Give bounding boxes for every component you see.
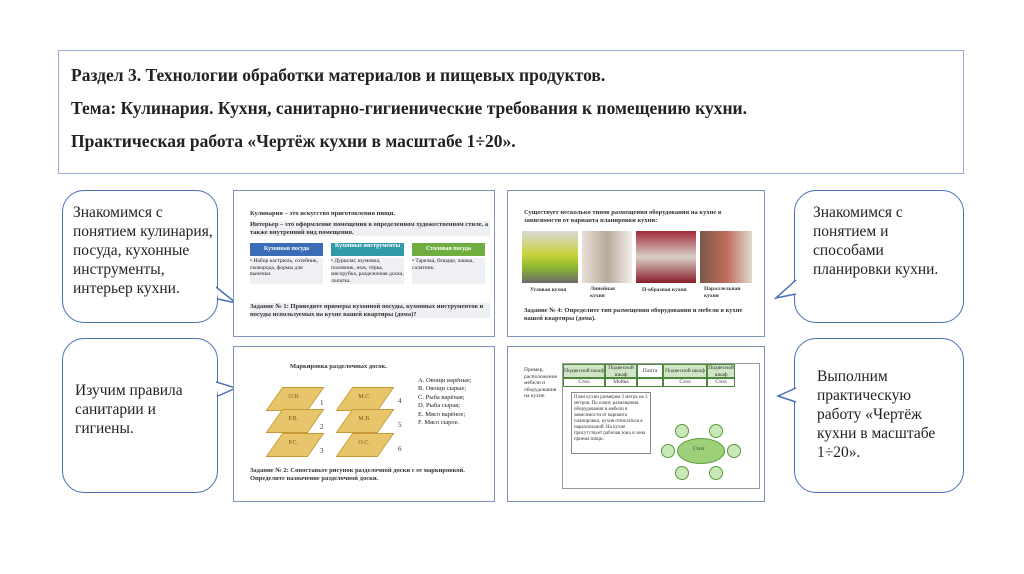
- panel4-side-note: Пример, расположение мебели и оборудования на кухне.: [524, 367, 558, 399]
- chair-6: [709, 466, 723, 480]
- counter-1: Стол: [563, 378, 605, 387]
- sink-cell: Мойка: [605, 378, 637, 387]
- topic-line: [71, 98, 951, 119]
- photo-corner-kitchen: [522, 231, 578, 283]
- legend-e: E. Мясо варёное;: [418, 410, 466, 418]
- counter-2: Стол: [663, 378, 707, 387]
- stove-lower: [637, 378, 663, 387]
- cutting-board-ov: [266, 387, 325, 411]
- legend-a: А. Овощи варёные;: [418, 377, 472, 384]
- cutting-board-mv: [336, 409, 395, 433]
- cutting-board-os: [336, 433, 395, 457]
- chair-4: [727, 444, 741, 458]
- wall-cabinet-1: Подвесной шкаф: [563, 364, 605, 378]
- category-cookware: [250, 243, 323, 256]
- board-number-6: 6: [398, 445, 402, 453]
- callout-bottom-right-text: Выполним практическую работу «Чертёж кухни в масштабе 1÷20».: [817, 368, 936, 461]
- board-number-2: 2: [320, 423, 324, 431]
- cutting-board-ms: [336, 387, 395, 411]
- category-tableware: [412, 243, 485, 256]
- chair-2: [709, 424, 723, 438]
- panel-culinary: [233, 190, 495, 337]
- label-parallel-kitchen: Параллельная кухня: [704, 286, 741, 299]
- panel-kitchen-layouts: [507, 190, 765, 337]
- label-corner-kitchen: Угловая кухня: [530, 287, 567, 293]
- callout-pointer-top-right: [774, 278, 798, 304]
- counter-3: Стол: [707, 378, 735, 387]
- panel3-title: Маркировка разделочных досок.: [290, 363, 387, 370]
- panel2-intro: Существует несколько типов размещения оборудования на кухне в зависимости от варианта планировки кухни:: [524, 209, 722, 224]
- category-tableware-title: Столовая посуда: [426, 246, 471, 252]
- panel1-task: Задание № 1: Приведите примеры кухонной посуды, кухонных инструментов и посуды используемых на кухне вашей квартиры (дома)?: [250, 303, 490, 318]
- panel-cutting-boards: [233, 346, 495, 502]
- panel1-definition-culinary: Кулинария – это искусство приготовления пищи.: [250, 210, 396, 217]
- panel3-task: Задание № 2: Сопоставьте рисунок разделочной доски с ее маркировкой. Определите назначение разделочной доски.: [250, 467, 465, 482]
- callout-pointer-bottom-right: [776, 386, 798, 408]
- chair-5: [675, 466, 689, 480]
- category-utensils: [331, 243, 404, 256]
- board-number-1: 1: [320, 399, 324, 407]
- wall-cabinet-2: Подвесной шкаф: [605, 364, 637, 378]
- kitchen-floor-plan: [562, 363, 760, 489]
- board-label-os: О.С.: [358, 440, 370, 446]
- panel-kitchen-plan: [507, 346, 765, 502]
- photo-linear-kitchen: [582, 231, 632, 283]
- callout-top-right: [794, 190, 964, 323]
- stove-cell: Плита: [637, 364, 663, 378]
- practical-work-title: Практическая работа «Чертёж кухни в масштабе 1÷20».: [71, 131, 516, 151]
- dining-table-label: Стол: [693, 446, 705, 452]
- photo-u-kitchen: [636, 231, 696, 283]
- category-utensils-items: • Дуршлаг, шумовка, половник, нож, тёрка, мясорубка, разделочная доска, лопатка.: [331, 258, 404, 284]
- board-label-rs: Р.С.: [288, 440, 298, 446]
- callout-bottom-left: [62, 338, 218, 493]
- legend-d: D. Рыба сырая;: [418, 402, 460, 410]
- legend-b: В. Овощи сырые;: [418, 385, 467, 393]
- legend-c: С. Рыба варёная;: [418, 393, 465, 401]
- plan-description-box: План кухни размером 3 метра на 3 метров. По плану размещения оборудования и мебели в зависимости от варианта планировки, кухня относиться к параллельной. На кухне присутствует рабочая зона и зона приема пищи.: [571, 392, 651, 454]
- chair-1: [675, 424, 689, 438]
- plan-top-row: [563, 364, 759, 378]
- topic-label: Тема:: [71, 98, 117, 118]
- slide-header: [58, 50, 964, 174]
- board-label-ms: М.С.: [358, 394, 371, 400]
- board-label-mv: М.В.: [358, 416, 371, 422]
- label-u-kitchen: П-образная кухня: [642, 287, 687, 293]
- callout-top-left: [62, 190, 218, 323]
- panel2-task: Задание № 4: Определите тип размещения оборудования и мебели в кухне вашей квартиры (дома).: [524, 307, 743, 322]
- callout-top-left-text: Знакомимся с понятием кулинария, посуда, кухонные инструменты, интерьер кухни.: [73, 204, 213, 297]
- callout-top-right-text: Знакомимся с понятием и способами планировки кухни.: [813, 204, 939, 278]
- category-tableware-items: • Тарелка, блюдце, чашка, салатник.: [412, 258, 485, 284]
- callout-bottom-left-text: Изучим правила санитарии и гигиены.: [75, 382, 183, 437]
- board-label-ov: О.В.: [288, 394, 300, 400]
- cutting-board-rs: [266, 433, 325, 457]
- category-utensils-title: Кухонные инструменты: [334, 243, 401, 249]
- category-cookware-items: • Набор кастрюль, сотейник, сковорода, формы для выпечки.: [250, 258, 323, 284]
- board-number-3: 3: [320, 447, 324, 455]
- board-label-rv: Р.В.: [288, 416, 298, 422]
- section-title: Раздел 3. Технологии обработки материалов и пищевых продуктов.: [71, 65, 606, 85]
- cutting-board-rv: [266, 409, 325, 433]
- legend-f: F. Мясо сырое.: [418, 419, 460, 427]
- category-cookware-title: Кухонная посуда: [263, 246, 310, 252]
- panel1-definition-interior: Интерьер – это оформление помещения в определенном художественном стиле, а также внутренний вид помещения.: [250, 221, 489, 236]
- board-legend: [418, 377, 494, 427]
- board-number-5: 5: [398, 421, 402, 429]
- callout-bottom-right: [794, 338, 964, 493]
- chair-3: [661, 444, 675, 458]
- wall-cabinet-3: Подвесной шкаф: [663, 364, 707, 378]
- wall-cabinet-4: Подвесной шкаф: [708, 365, 734, 378]
- plan-second-row: [563, 378, 759, 387]
- photo-parallel-kitchen: [700, 231, 752, 283]
- label-linear-kitchen: Линейная кухня: [590, 286, 615, 299]
- board-number-4: 4: [398, 397, 402, 405]
- topic-text: Кулинария. Кухня, санитарно-гигиенические требования к помещению кухни.: [116, 98, 748, 118]
